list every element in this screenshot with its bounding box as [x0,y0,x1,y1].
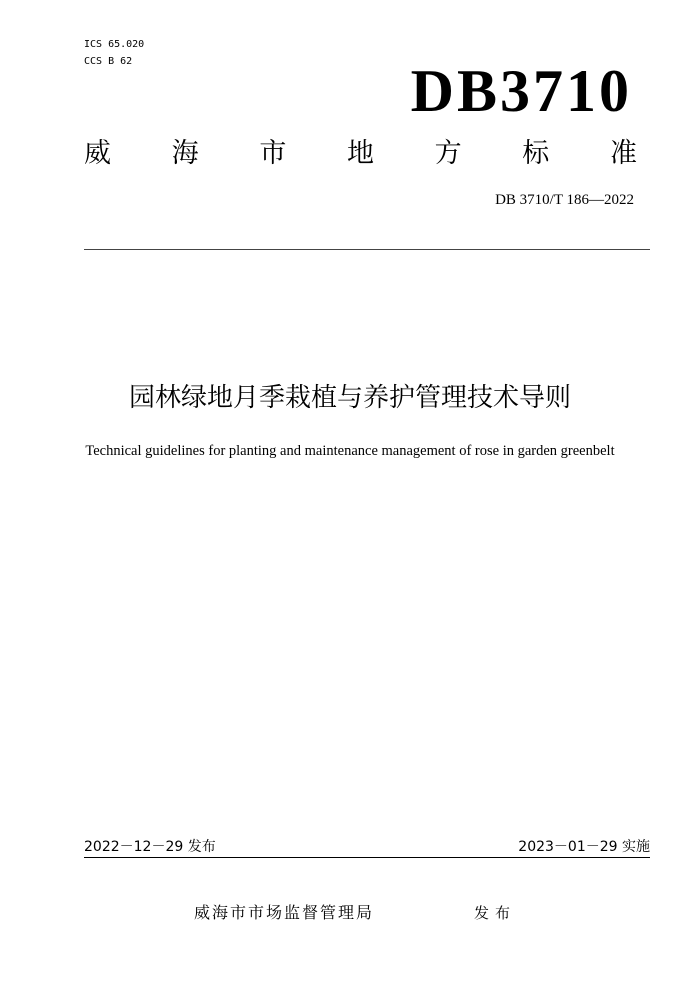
standard-type-char: 标 [522,138,550,169]
ics-code: ICS 65.020 [84,39,145,50]
standard-type-char: 威 [84,138,111,169]
document-title-chinese: 园林绿地月季栽植与养护管理技术导则 [128,383,571,413]
standard-type-char: 海 [171,138,199,169]
standard-type-char: 市 [259,138,287,169]
issue-label: 发布 [474,904,517,922]
footer-divider [84,857,650,858]
standard-number: DB 3710/T 186—2022 [495,192,634,208]
ccs-code: CCS B 62 [84,56,133,67]
header-divider [84,249,650,250]
standard-type-char: 方 [434,138,462,169]
issuing-authority: 威海市市场监督管理局 [194,903,375,922]
standard-code: DB3710 [410,58,632,124]
publish-date: 2022－12－29 发布 [84,839,216,855]
standard-type-char: 准 [609,138,637,169]
date-row [84,838,650,856]
document-title-english: Technical guidelines for planting and maintenance management of rose in garden greenbelt [85,443,615,459]
standard-type-char: 地 [346,138,374,169]
classification-codes [84,36,144,70]
standard-type [84,134,637,174]
implement-date: 2023－01－29 实施 [518,839,650,855]
